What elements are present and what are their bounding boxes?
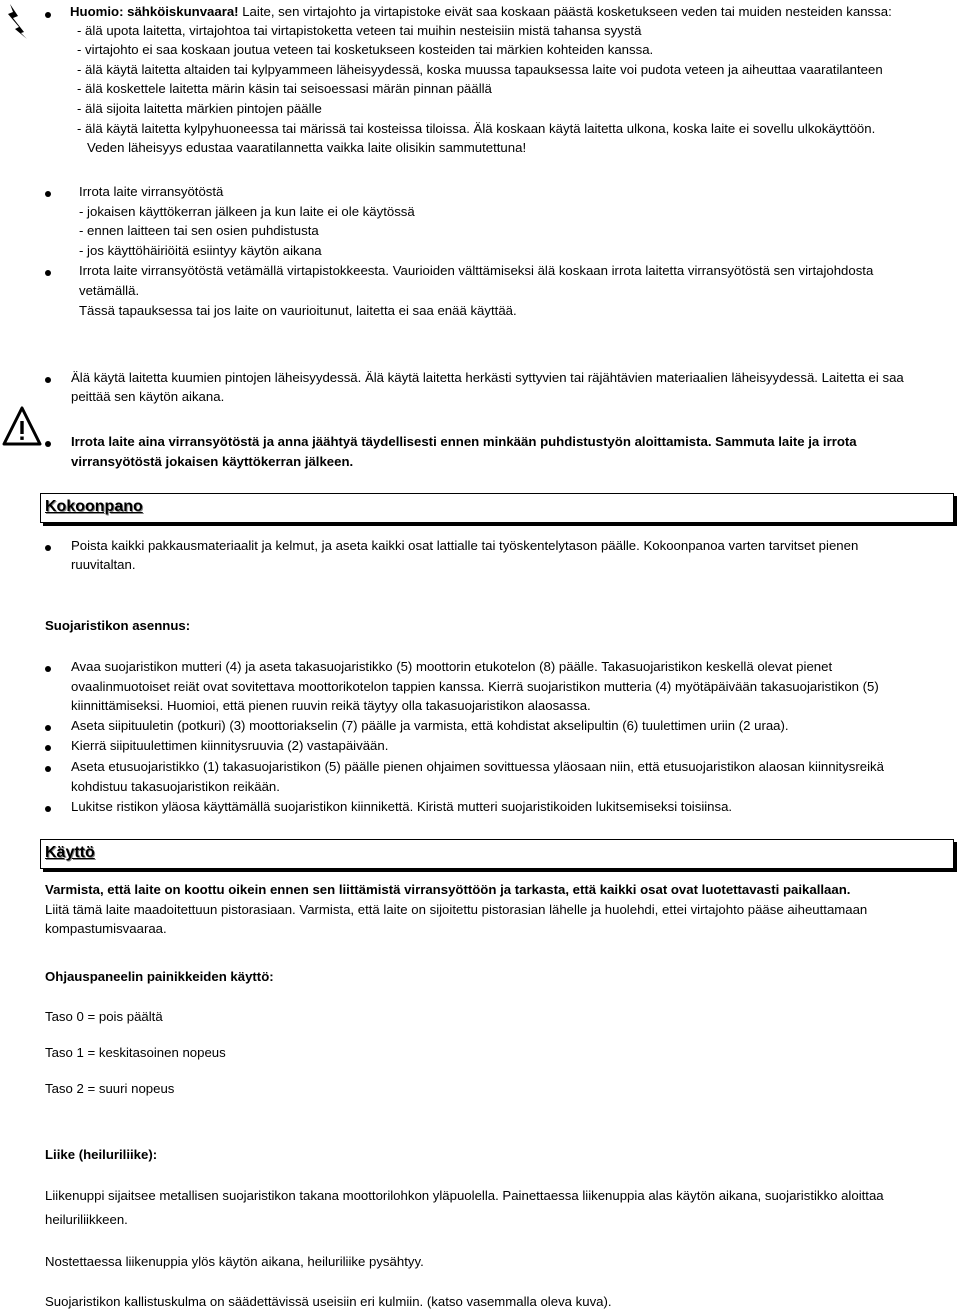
bullet <box>45 12 51 18</box>
bullet <box>45 745 51 751</box>
warning-electric-item: - älä upota laitetta, virtajohtoa tai virtapistoketta veteen tai muihin nesteisiin mistä tahansa syystä <box>77 23 642 38</box>
panel-level: Taso 1 = keskitasoinen nopeus <box>45 1045 226 1060</box>
electric-shock-icon <box>2 2 32 40</box>
warning-electric-title: Huomio: sähköiskunvaara! <box>70 4 239 19</box>
usage-bold-line: Varmista, että laite on koottu oikein ennen sen liittämistä virransyöttöön ja tarkasta, että kaikki osat ovat luotettavasti paikallaan. <box>45 882 851 897</box>
warning-electric-item: - älä koskettele laitetta märin käsin tai seisoessasi märän pinnan päällä <box>77 81 492 96</box>
grille-item: kiinnittämiseksi. Huomioi, että pienen ruuvin reikä täytyy olla takasuojaristikon alaosassa. <box>71 698 591 713</box>
unplug-paragraph: vetämällä. <box>79 283 140 298</box>
unplug-paragraph: Tässä tapauksessa tai jos laite on vaurioitunut, laitetta ei saa enää käyttää. <box>79 303 517 318</box>
bullet <box>45 270 51 276</box>
panel-level: Taso 2 = suuri nopeus <box>45 1081 175 1096</box>
assembly-heading-box <box>40 493 954 523</box>
caution-item-bold: Irrota laite aina virransyötöstä ja anna jäähtyä täydellisesti ennen minkään puhdistustyön aloittamista. Sammuta laite ja irrota <box>71 434 857 449</box>
assembly-item: Poista kaikki pakkausmateriaalit ja kelmut, ja aseta kaikki osat lattialle tai työskentelytason päälle. Kokoonpanoa varten tarvitset pienen <box>71 538 859 553</box>
bullet <box>45 666 51 672</box>
unplug-item: - jokaisen käyttökerran jälkeen ja kun laite ei ole käytössä <box>79 204 415 219</box>
grille-heading: Suojaristikon asennus: <box>45 618 191 633</box>
oscillation-paragraph: heiluriliikkeen. <box>45 1212 128 1227</box>
grille-item: Avaa suojaristikon mutteri (4) ja aseta takasuojaristikko (5) moottorin etukotelon (8) päälle. Takasuojaristikon keskellä olevat pienet <box>71 659 833 674</box>
bullet <box>45 441 51 447</box>
bullet <box>45 766 51 772</box>
warning-electric-closing: Veden läheisyys edustaa vaaratilannetta vaikka laite olisikin sammutettuna! <box>87 140 527 155</box>
oscillation-paragraph: Suojaristikon kallistuskulma on säädettävissä useisiin eri kulmiin. (katso vasemmalla oleva kuva). <box>45 1294 612 1309</box>
panel-level: Taso 0 = pois päältä <box>45 1009 163 1024</box>
grille-item: Aseta siipituuletin (potkuri) (3) moottoriakselin (7) päälle ja varmista, että kohdistat akselipultin (6) tuulettimen uriin (2 uraa). <box>71 718 789 733</box>
usage-line: Liitä tämä laite maadoitettuun pistorasiaan. Varmista, että laite on sijoitettu pistorasian lähelle ja huolehdi, ettei virtajohto pääse aiheuttamaan <box>45 902 868 917</box>
grille-item: Aseta etusuojaristikko (1) takasuojaristikon (5) päälle pienen ohjaimen sovittuessa yläosaan niin, että etusuojaristikon alaosan kiinnitysreikä <box>71 759 884 774</box>
unplug-paragraph: Irrota laite virransyötöstä vetämällä virtapistokkeesta. Vaurioiden välttämiseksi älä koskaan irrota laitetta virransyötöstä sen virtajohdosta <box>79 263 874 278</box>
panel-heading: Ohjauspaneelin painikkeiden käyttö: <box>45 969 274 984</box>
usage-heading-box <box>40 839 954 869</box>
caution-item-bold: virransyötöstä jokaisen käyttökerran jälkeen. <box>71 454 354 469</box>
assembly-item: ruuvitaltan. <box>71 557 136 572</box>
warning-electric-item: - älä käytä laitetta altaiden tai kylpyammeen läheisyydessä, koska muussa tapauksessa laite voi pudota veteen ja aiheuttaa vaaratilanteen <box>77 62 883 77</box>
unplug-item: - ennen laitteen tai sen osien puhdistusta <box>79 223 319 238</box>
oscillation-paragraph: Nostettaessa liikenuppia ylös käytön aikana, heiluriliike pysähtyy. <box>45 1254 424 1269</box>
bullet <box>45 806 51 812</box>
oscillation-heading: Liike (heiluriliike): <box>45 1147 158 1162</box>
warning-electric-item: - älä sijoita laitetta märkien pintojen päälle <box>77 101 322 116</box>
warning-electric-item: - virtajohto ei saa koskaan joutua veteen tai kosketukseen kosteiden tai märkien kohteiden kanssa. <box>77 42 654 57</box>
unplug-item: - jos käyttöhäiriöitä esiintyy käytön aikana <box>79 243 322 258</box>
warning-electric-line <box>70 3 892 20</box>
bullet <box>45 191 51 197</box>
caution-item: peittää sen käytön aikana. <box>71 389 225 404</box>
warning-electric-item: - älä käytä laitetta kylpyhuoneessa tai märissä tai kosteissa tiloissa. Älä koskaan käytä laitetta ulkona, koska laite ei sovellu ulkokäyttöön. <box>77 121 876 136</box>
unplug-title: Irrota laite virransyötöstä <box>79 184 224 199</box>
bullet <box>45 545 51 551</box>
grille-item: Lukitse ristikon yläosa käyttämällä suojaristikon kiinnikettä. Kiristä mutteri suojaristikoiden lukitsemiseksi toisiinsa. <box>71 799 733 814</box>
bullet <box>45 725 51 731</box>
caution-item: Älä käytä laitetta kuumien pintojen läheisyydessä. Älä käytä laitetta herkästi syttyvien tai räjähtävien materiaalien läheisyydessä. Laitetta ei saa <box>71 370 904 385</box>
assembly-heading: Kokoonpano <box>45 498 143 515</box>
grille-item: Kierrä siipituulettimen kiinnitysruuvia (2) vastapäivään. <box>71 738 389 753</box>
oscillation-paragraph: Liikenuppi sijaitsee metallisen suojaristikon takana moottorilohkon yläpuolella. Painettaessa liikenuppia alas käytön aikana, suojaristikko aloittaa <box>45 1188 884 1203</box>
bullet <box>45 377 51 383</box>
grille-item: kohdistuu takasuojaristikon reikään. <box>71 779 280 794</box>
usage-heading: Käyttö <box>45 844 95 861</box>
grille-item: ovaalinmuotoiset reiät ovat sovitettava moottorikotelon tappien kanssa. Kierrä suojaristikon mutteria (4) myötäpäivään takasuojaristikon (5) <box>71 679 879 694</box>
usage-line: kompastumisvaaraa. <box>45 921 167 936</box>
warning-triangle-icon <box>2 405 42 447</box>
warning-electric-lead: Laite, sen virtajohto ja virtapistoke eivät saa koskaan päästä kosketukseen veden tai muiden nesteiden kanssa: <box>238 4 892 19</box>
